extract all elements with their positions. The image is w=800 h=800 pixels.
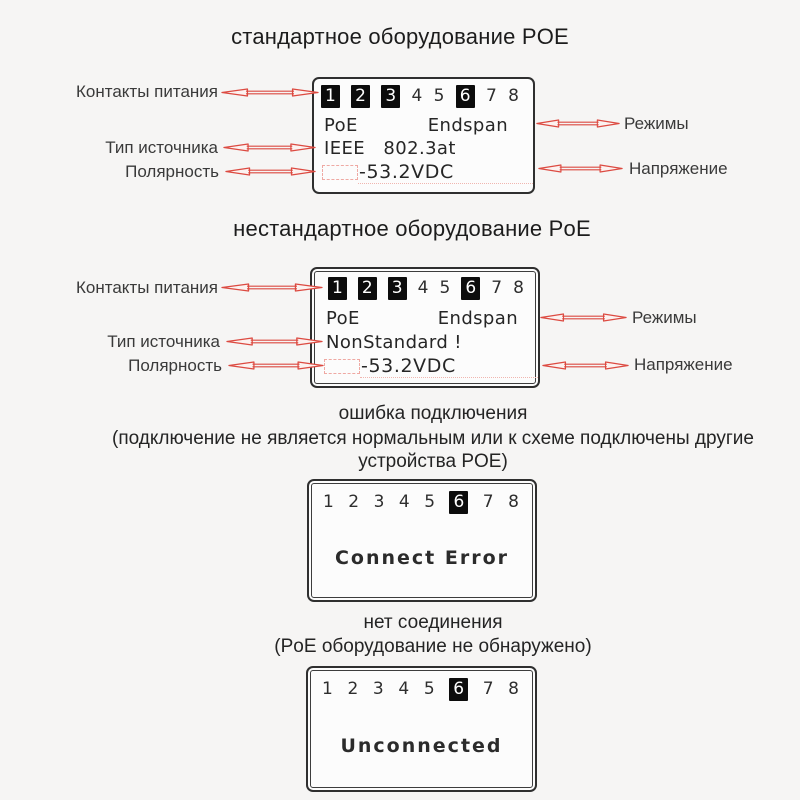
pin-1: 1 <box>328 277 347 300</box>
lcd-panel-standard <box>312 77 535 194</box>
voltage-row <box>324 355 538 377</box>
pin-8: 8 <box>508 491 519 512</box>
mode-row <box>324 115 508 135</box>
pin-7: 7 <box>482 491 494 512</box>
pin-7: 7 <box>491 277 503 298</box>
pin-6: 6 <box>449 491 468 514</box>
status-message: Connect Error <box>334 547 510 569</box>
double-arrow-icon <box>221 86 319 99</box>
caption-connect-error-note: (подключение не является нормальным или к схеме подключены другие устройства POE) <box>112 428 754 472</box>
pin-2: 2 <box>348 491 360 512</box>
pin-1: 1 <box>323 491 334 512</box>
mode-value-endspan: Endspan <box>427 114 508 136</box>
label-source-type: Тип источника <box>105 138 218 157</box>
pin-4: 4 <box>398 678 410 699</box>
double-arrow-icon <box>542 359 629 372</box>
pin-7: 7 <box>485 85 497 106</box>
double-arrow-icon <box>225 165 316 178</box>
label-modes: Режимы <box>624 114 689 133</box>
polarity-dashed-box <box>324 359 360 374</box>
double-arrow-icon <box>223 141 316 154</box>
label-voltage: Напряжение <box>629 159 728 178</box>
double-arrow-icon <box>536 117 620 130</box>
lcd-panel-connect-error <box>307 479 537 602</box>
mode-value-poe: PoE <box>326 307 360 329</box>
mode-row <box>326 308 518 328</box>
pin-7: 7 <box>482 678 494 699</box>
double-arrow-icon <box>226 335 323 348</box>
mode-value-poe: PoE <box>324 114 358 136</box>
polarity-dashed-box <box>322 165 358 180</box>
label-polarity: Полярность <box>128 356 222 375</box>
mode-value-endspan: Endspan <box>437 307 518 329</box>
voltage-value: -53.2VDC <box>359 161 454 183</box>
pin-6: 6 <box>456 85 475 108</box>
label-modes: Режимы <box>632 308 697 327</box>
pin-5: 5 <box>439 277 451 298</box>
voltage-row <box>322 161 533 183</box>
label-power-contacts: Контакты питания <box>76 82 218 101</box>
voltage-value: -53.2VDC <box>361 355 456 377</box>
pin-3: 3 <box>372 678 384 699</box>
pin-row <box>328 276 524 300</box>
caption-no-connection: нет соединения <box>363 612 503 633</box>
caption-no-connection-note: (PoE оборудование не обнаружено) <box>274 636 592 657</box>
pin-1: 1 <box>321 85 340 108</box>
pin-3: 3 <box>373 491 385 512</box>
voltage-dotted-leader <box>360 377 538 378</box>
pin-4: 4 <box>417 277 429 298</box>
pin-4: 4 <box>398 491 410 512</box>
pin-8: 8 <box>508 85 519 106</box>
pin-row <box>321 84 519 108</box>
lcd-panel-nonstandard <box>310 267 540 388</box>
label-polarity: Полярность <box>125 162 219 181</box>
lcd-panel-unconnected <box>306 666 537 792</box>
pin-3: 3 <box>388 277 407 300</box>
voltage-dotted-leader <box>358 183 533 184</box>
source-type-value: NonStandard ! <box>326 332 462 353</box>
pin-row <box>322 677 519 701</box>
label-power-contacts: Контакты питания <box>76 278 218 297</box>
pin-6: 6 <box>449 678 468 701</box>
pin-5: 5 <box>423 678 435 699</box>
source-type-value: IEEE 802.3at <box>324 138 456 159</box>
pin-2: 2 <box>347 678 359 699</box>
double-arrow-icon <box>221 281 323 294</box>
section-title-nonstandard: нестандартное оборудование PoE <box>233 216 591 241</box>
pin-8: 8 <box>513 277 524 298</box>
pin-4: 4 <box>411 85 423 106</box>
double-arrow-icon <box>540 311 627 324</box>
status-message: Unconnected <box>340 735 503 757</box>
pin-6: 6 <box>461 277 480 300</box>
section-title-standard: стандартное оборудование POE <box>231 24 569 49</box>
pin-3: 3 <box>381 85 400 108</box>
pin-row <box>323 490 519 514</box>
pin-5: 5 <box>433 85 445 106</box>
pin-1: 1 <box>322 678 333 699</box>
pin-2: 2 <box>358 277 377 300</box>
double-arrow-icon <box>538 162 623 175</box>
pin-2: 2 <box>351 85 370 108</box>
label-source-type: Тип источника <box>107 332 220 351</box>
double-arrow-icon <box>228 359 324 372</box>
pin-8: 8 <box>508 678 519 699</box>
pin-5: 5 <box>424 491 436 512</box>
label-voltage: Напряжение <box>634 355 733 374</box>
caption-connect-error: ошибка подключения <box>338 403 528 424</box>
